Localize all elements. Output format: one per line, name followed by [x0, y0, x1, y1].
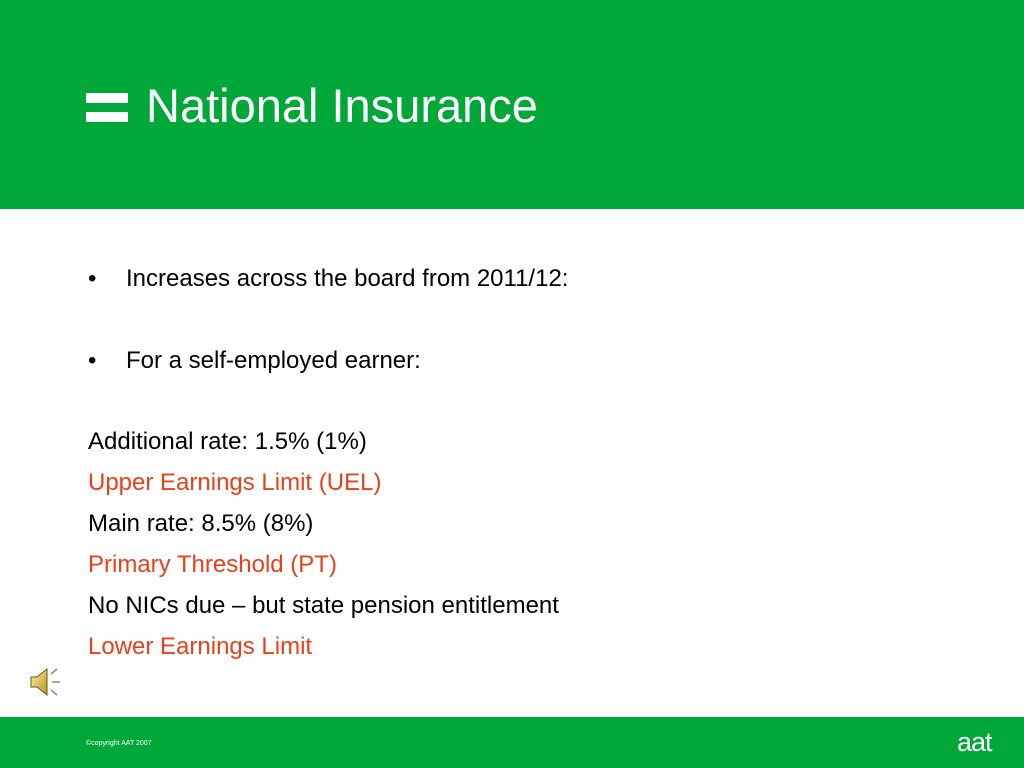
speaker-icon[interactable] [28, 666, 64, 698]
threshold-line: Lower Earnings Limit [88, 633, 313, 660]
bullet-item [88, 346, 421, 376]
footer-bar [0, 717, 1024, 768]
bullet-text: For a self-employed earner: [126, 347, 421, 374]
slide-title: National Insurance [146, 79, 538, 132]
threshold-line: Primary Threshold (PT) [88, 551, 337, 578]
title-bar [0, 0, 1024, 209]
bullet-marker: • [88, 265, 97, 292]
threshold-line: Upper Earnings Limit (UEL) [88, 469, 382, 496]
copyright-text: ©copyright AAT 2007 [86, 740, 152, 747]
rate-line: No NICs due – but state pension entitlement [88, 592, 559, 619]
bullet-text: Increases across the board from 2011/12: [126, 265, 569, 292]
aat-logo: aat [957, 727, 992, 757]
rate-line: Main rate: 8.5% (8%) [88, 510, 314, 537]
bullet-marker: • [88, 347, 97, 374]
bullet-item [88, 264, 568, 294]
equals-icon [86, 93, 128, 123]
rate-line: Additional rate: 1.5% (1%) [88, 428, 367, 455]
